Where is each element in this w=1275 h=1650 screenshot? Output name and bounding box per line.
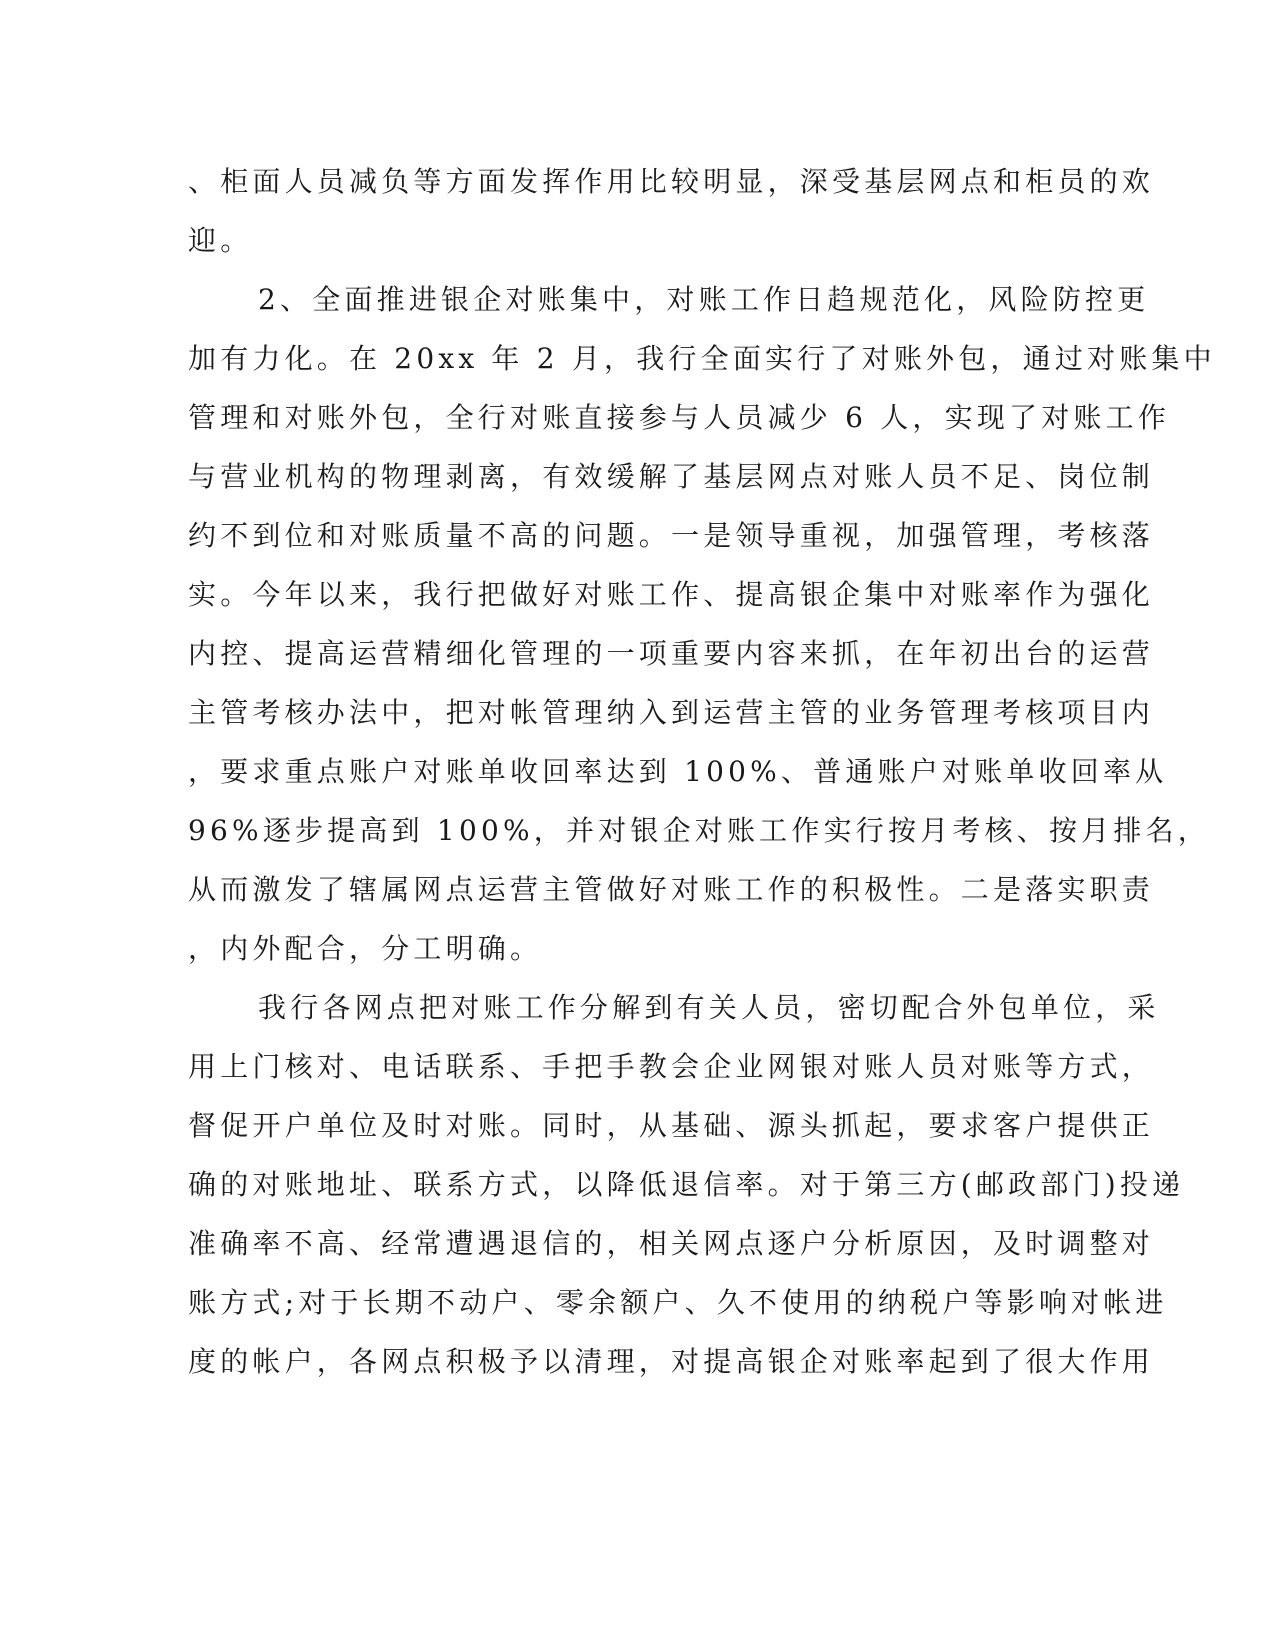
text-line: 约不到位和对账质量不高的问题。一是领导重视，加强管理，考核落 <box>188 519 1155 552</box>
text-line: 账方式;对于长期不动户、零余额户、久不使用的纳税户等影响对帐进 <box>188 1286 1168 1319</box>
text-line: 与营业机构的物理剥离，有效缓解了基层网点对账人员不足、岗位制 <box>188 460 1155 493</box>
text-line: 督促开户单位及时对账。同时，从基础、源头抓起，要求客户提供正 <box>188 1109 1155 1142</box>
text-line: 迎。 <box>188 224 253 257</box>
text-line: 度的帐户，各网点积极予以清理，对提高银企对账率起到了很大作用 <box>188 1345 1155 1378</box>
text-line: 主管考核办法中，把对帐管理纳入到运营主管的业务管理考核项目内 <box>188 696 1155 729</box>
text-line: ，内外配合，分工明确。 <box>188 932 543 965</box>
paragraph-start-line: 我行各网点把对账工作分解到有关人员，密切配合外包单位，采 <box>258 991 1160 1024</box>
text-line: 管理和对账外包，全行对账直接参与人员减少 6 人，实现了对账工作 <box>188 401 1171 434</box>
text-line: 确的对账地址、联系方式，以降低退信率。对于第三方(邮政部门)投递 <box>188 1168 1185 1201</box>
text-line: 从而激发了辖属网点运营主管做好对账工作的积极性。二是落实职责 <box>188 873 1155 906</box>
text-line: 加有力化。在 20xx 年 2 月，我行全面实行了对账外包，通过对账集中 <box>188 342 1216 375</box>
paragraph-start-line: 2、全面推进银企对账集中，对账工作日趋规范化，风险防控更 <box>258 283 1150 316</box>
text-line: 用上门核对、电话联系、手把手教会企业网银对账人员对账等方式， <box>188 1050 1155 1083</box>
text-line: 内控、提高运营精细化管理的一项重要内容来抓，在年初出台的运营 <box>188 637 1155 670</box>
text-line: 96%逐步提高到 100%，并对银企对账工作实行按月考核、按月排名， <box>188 814 1210 847</box>
text-line: 实。今年以来，我行把做好对账工作、提高银企集中对账率作为强化 <box>188 578 1155 611</box>
text-line: 准确率不高、经常遭遇退信的，相关网点逐户分析原因，及时调整对 <box>188 1227 1155 1260</box>
text-line: 、柜面人员减负等方面发挥作用比较明显，深受基层网点和柜员的欢 <box>188 165 1155 198</box>
text-line: ，要求重点账户对账单收回率达到 100%、普通账户对账单收回率从 <box>188 755 1168 788</box>
